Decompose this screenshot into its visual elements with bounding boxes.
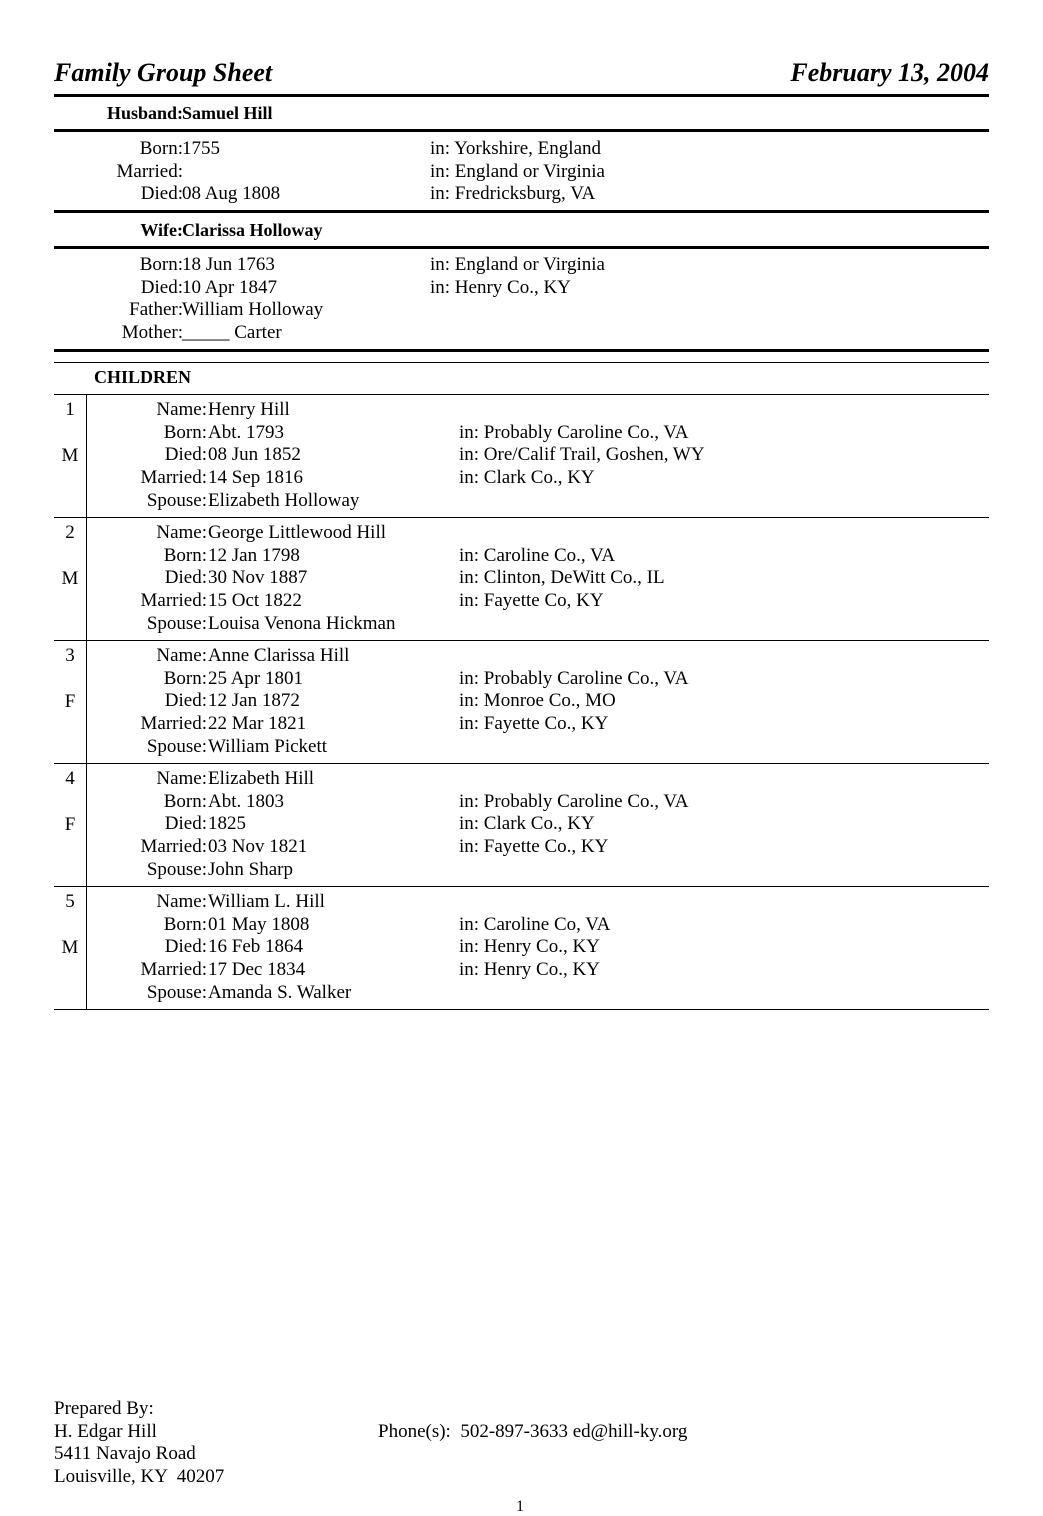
child-fact-row <box>54 836 989 859</box>
sheet-date: February 13, 2004 <box>790 58 989 87</box>
husband-name: Samuel Hill <box>182 103 273 123</box>
husband-married-row <box>54 161 989 184</box>
fact-label: Married: <box>140 959 207 981</box>
child-fact-row <box>54 891 989 914</box>
fact-label: Born: <box>163 544 207 566</box>
fact-label: Spouse: <box>146 489 207 511</box>
child-fact-row <box>54 613 989 636</box>
fact-label: Father: <box>129 299 183 320</box>
fact-value: 08 Aug 1808 <box>182 183 281 204</box>
fact-value: 16 Feb 1864 <box>208 936 303 958</box>
fact-value: 01 May 1808 <box>208 913 310 935</box>
fact-label: Spouse: <box>146 735 207 757</box>
fact-place: in: Caroline Co., VA <box>459 544 616 566</box>
fact-place: in: Henry Co., KY <box>459 936 600 958</box>
child-fact-row <box>54 645 989 668</box>
fact-value: William Pickett <box>208 735 328 757</box>
fact-value: _____ Carter <box>182 321 282 343</box>
fact-value: George Littlewood Hill <box>208 522 387 543</box>
fact-value: Abt. 1803 <box>208 790 284 812</box>
fact-place: in: Caroline Co, VA <box>459 913 611 935</box>
child-record <box>54 395 989 518</box>
wife-facts <box>54 254 989 344</box>
fact-place: in: England or Virginia <box>430 160 605 182</box>
fact-place: in: Henry Co., KY <box>430 276 571 298</box>
fact-value: William L. Hill <box>208 891 325 912</box>
fact-place: in: England or Virginia <box>430 254 605 275</box>
fact-label: Died: <box>164 444 207 466</box>
child-fact-row <box>54 567 989 590</box>
child-fact-row <box>54 522 989 545</box>
fact-value: 1755 <box>182 138 220 159</box>
page-number: 1 <box>516 1498 524 1515</box>
fact-value: 15 Oct 1822 <box>208 590 302 612</box>
fact-value: 30 Nov 1887 <box>208 567 308 589</box>
fact-value: Amanda S. Walker <box>208 981 352 1003</box>
child-record <box>54 641 989 764</box>
fact-label: Born: <box>163 790 207 812</box>
fact-label: Died: <box>164 690 207 712</box>
child-sex: F <box>64 691 76 712</box>
fact-label: Married: <box>116 160 183 182</box>
prepared-by-label: Prepared By: <box>54 1398 154 1419</box>
wife-father-row <box>54 299 989 322</box>
child-sex: M <box>61 937 79 958</box>
fact-place: in: Henry Co., KY <box>459 959 600 981</box>
fact-label: Married: <box>140 467 207 489</box>
fact-value: Elizabeth Hill <box>208 768 315 789</box>
fact-place: in: Probably Caroline Co., VA <box>459 790 689 812</box>
child-fact-row <box>54 914 989 937</box>
fact-place: in: Fayette Co., KY <box>459 713 609 735</box>
fact-label: Married: <box>140 713 207 735</box>
wife-died-row <box>54 277 989 300</box>
child-fact-row <box>54 545 989 568</box>
fact-value: John Sharp <box>208 858 293 880</box>
fact-value: 08 Jun 1852 <box>208 444 301 466</box>
fact-place: in: Yorkshire, England <box>430 138 601 159</box>
child-number: 5 <box>65 891 75 912</box>
divider <box>54 362 989 363</box>
child-fact-row <box>54 490 989 513</box>
fact-label: Died: <box>140 276 183 298</box>
divider <box>54 1009 989 1010</box>
fact-label: Died: <box>164 567 207 589</box>
fact-value: William Holloway <box>182 299 324 320</box>
fact-value: Louisa Venona Hickman <box>208 612 396 634</box>
child-fact-row <box>54 959 989 982</box>
divider <box>54 129 989 132</box>
fact-label: Died: <box>164 813 207 835</box>
preparer-block <box>54 1398 224 1488</box>
fact-value: 12 Jan 1798 <box>208 544 300 566</box>
husband-died-row <box>54 183 989 206</box>
child-sex: F <box>64 814 76 835</box>
page-title: Family Group Sheet <box>54 58 273 87</box>
fact-label: Born: <box>139 254 183 275</box>
child-fact-row <box>54 467 989 490</box>
wife-born-row <box>54 254 989 277</box>
phone-number: 502-897-3633 <box>460 1420 568 1442</box>
fact-label: Name: <box>156 768 207 789</box>
fact-place: in: Fayette Co., KY <box>459 836 609 858</box>
child-number: 4 <box>65 768 75 789</box>
fact-place: in: Clinton, DeWitt Co., IL <box>459 567 665 589</box>
divider <box>54 349 989 352</box>
child-sex: M <box>61 568 79 589</box>
husband-born-row <box>54 138 989 161</box>
fact-value: 03 Nov 1821 <box>208 836 308 858</box>
child-fact-row <box>54 768 989 791</box>
contact-line <box>378 1421 687 1444</box>
fact-value: 12 Jan 1872 <box>208 690 300 712</box>
wife-name: Clarissa Holloway <box>182 220 323 240</box>
fact-label: Spouse: <box>146 981 207 1003</box>
preparer-name: H. Edgar Hill <box>54 1420 157 1442</box>
child-number: 2 <box>65 522 75 543</box>
fact-label: Born: <box>163 913 207 935</box>
divider <box>54 94 989 97</box>
fact-label: Married: <box>140 590 207 612</box>
husband-label: Husband: <box>106 103 183 123</box>
child-fact-row <box>54 736 989 759</box>
fact-label: Married: <box>140 836 207 858</box>
child-record <box>54 887 989 1010</box>
fact-place: in: Clark Co., KY <box>459 467 595 489</box>
child-fact-row <box>54 590 989 613</box>
fact-value: Abt. 1793 <box>208 421 284 443</box>
address-line-1: 5411 Navajo Road <box>54 1443 196 1464</box>
child-number: 3 <box>65 645 75 666</box>
fact-value: 22 Mar 1821 <box>208 713 307 735</box>
child-fact-row <box>54 859 989 882</box>
fact-label: Born: <box>139 138 183 159</box>
child-fact-row <box>54 668 989 691</box>
fact-value: Elizabeth Holloway <box>208 489 360 511</box>
address-line-2: Louisville, KY 40207 <box>54 1465 225 1487</box>
child-number: 1 <box>65 399 75 420</box>
phone-label: Phone(s): <box>378 1420 451 1442</box>
husband-facts <box>54 138 989 206</box>
fact-label: Name: <box>156 399 207 420</box>
fact-label: Name: <box>156 645 207 666</box>
fact-value: Henry Hill <box>208 399 290 420</box>
fact-label: Name: <box>156 522 207 543</box>
child-fact-row <box>54 936 989 959</box>
fact-value: 1825 <box>208 813 246 835</box>
wife-label: Wife: <box>140 220 183 240</box>
page-header <box>54 58 989 92</box>
fact-value: 17 Dec 1834 <box>208 959 306 981</box>
child-fact-row <box>54 791 989 814</box>
child-sex: M <box>61 445 79 466</box>
child-fact-row <box>54 813 989 836</box>
wife-mother-row <box>54 322 989 345</box>
fact-label: Mother: <box>121 321 183 343</box>
divider <box>54 246 989 249</box>
email-link[interactable]: ed@hill-ky.org <box>572 1420 688 1442</box>
fact-label: Name: <box>156 891 207 912</box>
fact-label: Spouse: <box>146 858 207 880</box>
child-fact-row <box>54 444 989 467</box>
fact-label: Died: <box>164 936 207 958</box>
fact-label: Died: <box>140 183 183 204</box>
fact-label: Spouse: <box>146 612 207 634</box>
children-title: CHILDREN <box>94 367 192 387</box>
fact-place: in: Probably Caroline Co., VA <box>459 421 689 443</box>
child-fact-row <box>54 713 989 736</box>
fact-value: 10 Apr 1847 <box>182 276 277 298</box>
child-fact-row <box>54 399 989 422</box>
child-fact-row <box>54 982 989 1005</box>
divider <box>54 210 989 213</box>
fact-value: 14 Sep 1816 <box>208 467 303 489</box>
child-record <box>54 764 989 887</box>
fact-place: in: Fredricksburg, VA <box>430 183 596 204</box>
fact-value: Anne Clarissa Hill <box>208 645 350 666</box>
fact-place: in: Ore/Calif Trail, Goshen, WY <box>459 444 705 466</box>
child-fact-row <box>54 690 989 713</box>
fact-place: in: Fayette Co, KY <box>459 590 604 612</box>
fact-place: in: Probably Caroline Co., VA <box>459 667 689 689</box>
child-record <box>54 518 989 641</box>
fact-value: 18 Jun 1763 <box>182 254 275 275</box>
fact-value: 25 Apr 1801 <box>208 667 303 689</box>
child-fact-row <box>54 422 989 445</box>
fact-label: Born: <box>163 421 207 443</box>
fact-place: in: Clark Co., KY <box>459 813 595 835</box>
fact-place: in: Monroe Co., MO <box>459 690 616 712</box>
fact-label: Born: <box>163 667 207 689</box>
